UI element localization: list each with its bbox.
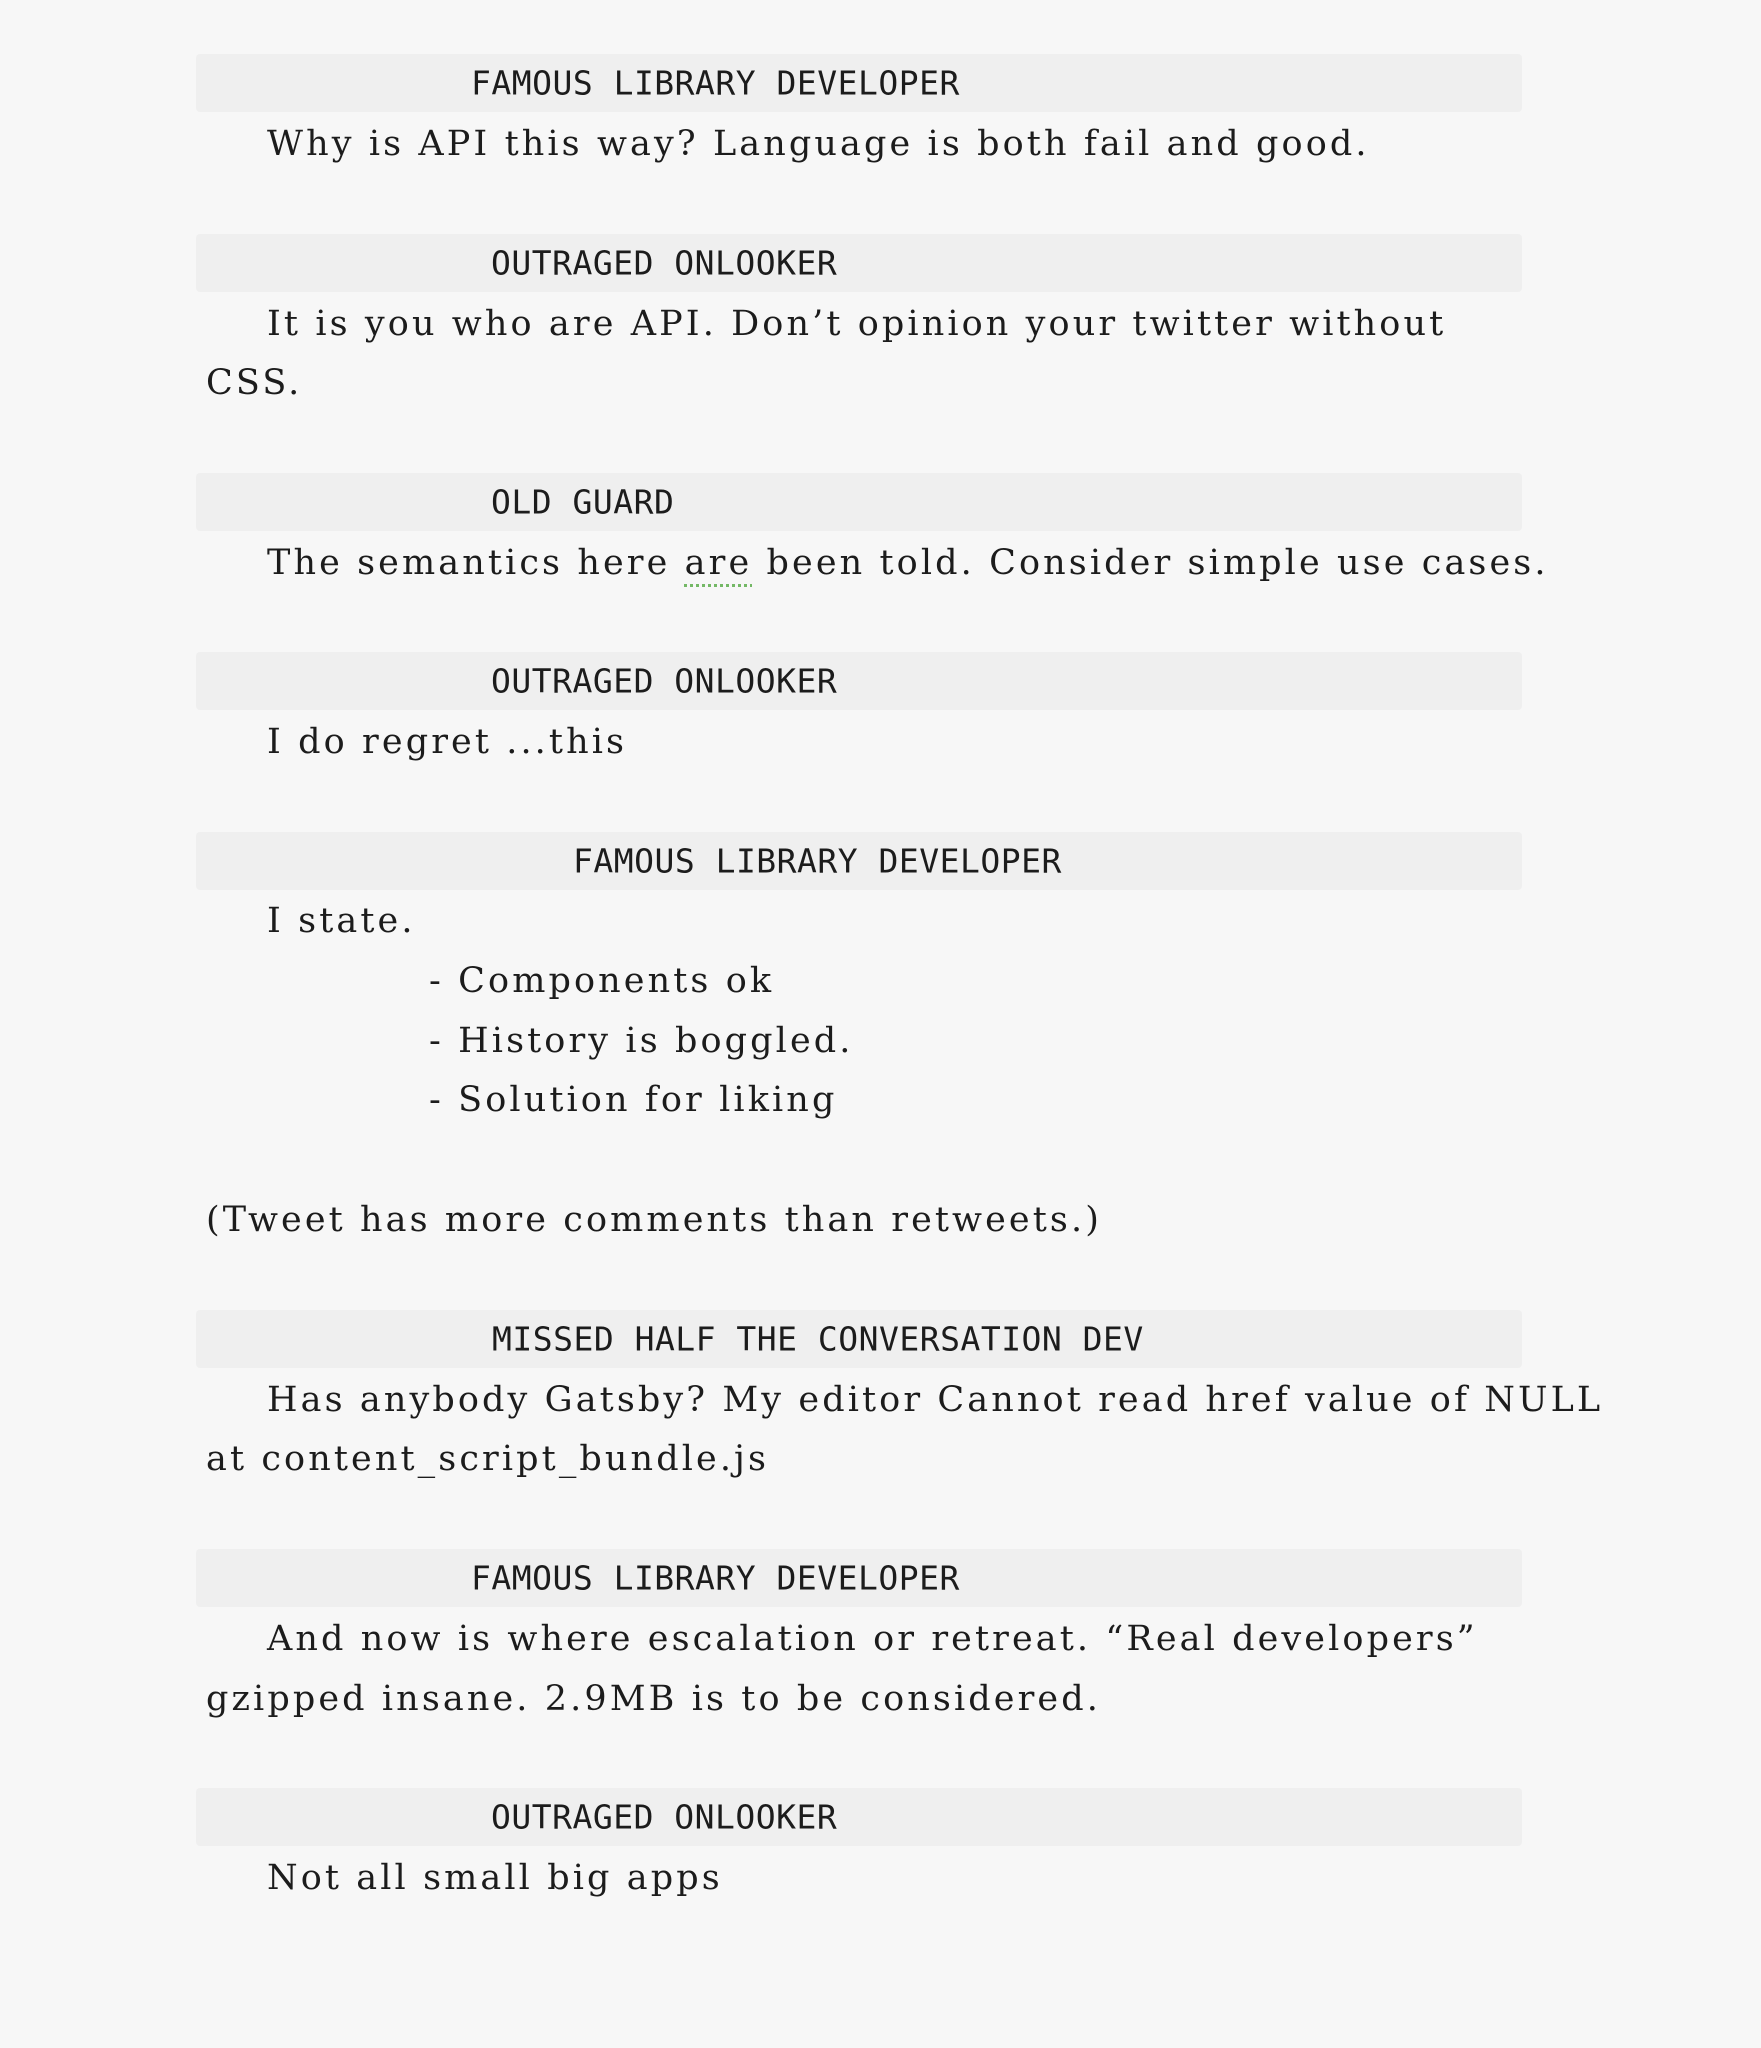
character-name: OUTRAGED ONLOOKER bbox=[491, 661, 838, 701]
character-cue bbox=[196, 54, 1522, 112]
character-cue bbox=[196, 473, 1522, 531]
action-line: (Tweet has more comments than retweets.) bbox=[206, 1200, 1102, 1240]
spellcheck-flagged-word[interactable]: are bbox=[684, 543, 753, 583]
dialogue-line: Why is API this way? Language is both fail and good. bbox=[267, 124, 1370, 164]
dialogue-line: CSS. bbox=[206, 363, 303, 403]
character-name: OLD GUARD bbox=[491, 482, 675, 522]
character-cue bbox=[196, 652, 1522, 710]
dialogue-line bbox=[267, 533, 1549, 593]
list-item: - Components ok bbox=[429, 961, 775, 1001]
character-cue bbox=[196, 832, 1522, 890]
character-name: OUTRAGED ONLOOKER bbox=[491, 243, 838, 283]
character-cue bbox=[196, 1788, 1522, 1846]
dialogue-line: It is you who are API. Don’t opinion your twitter without bbox=[267, 304, 1447, 344]
dialogue-line: I do regret ...this bbox=[267, 722, 628, 762]
character-cue bbox=[196, 234, 1522, 292]
dialogue-line: I state. bbox=[267, 901, 416, 941]
character-cue bbox=[196, 1549, 1522, 1607]
character-cue bbox=[196, 1310, 1522, 1368]
dialogue-line: Has anybody Gatsby? My editor Cannot read href value of NULL bbox=[267, 1380, 1604, 1420]
dialogue-text: been told. Consider simple use cases. bbox=[752, 543, 1549, 583]
character-name: FAMOUS LIBRARY DEVELOPER bbox=[471, 1558, 960, 1598]
list-item: - Solution for liking bbox=[429, 1080, 838, 1120]
character-name: FAMOUS LIBRARY DEVELOPER bbox=[573, 841, 1062, 881]
list-item: - History is boggled. bbox=[429, 1021, 854, 1061]
dialogue-line: gzipped insane. 2.9MB is to be considered. bbox=[206, 1679, 1101, 1719]
character-name: OUTRAGED ONLOOKER bbox=[491, 1797, 838, 1837]
dialogue-text: The semantics here bbox=[267, 543, 685, 583]
character-name: MISSED HALF THE CONVERSATION DEV bbox=[492, 1319, 1144, 1359]
character-name: FAMOUS LIBRARY DEVELOPER bbox=[471, 63, 960, 103]
dialogue-line: And now is where escalation or retreat. “Real developers” bbox=[267, 1619, 1478, 1659]
dialogue-line: Not all small big apps bbox=[267, 1858, 723, 1898]
dialogue-line: at content_script_bundle.js bbox=[206, 1439, 770, 1479]
